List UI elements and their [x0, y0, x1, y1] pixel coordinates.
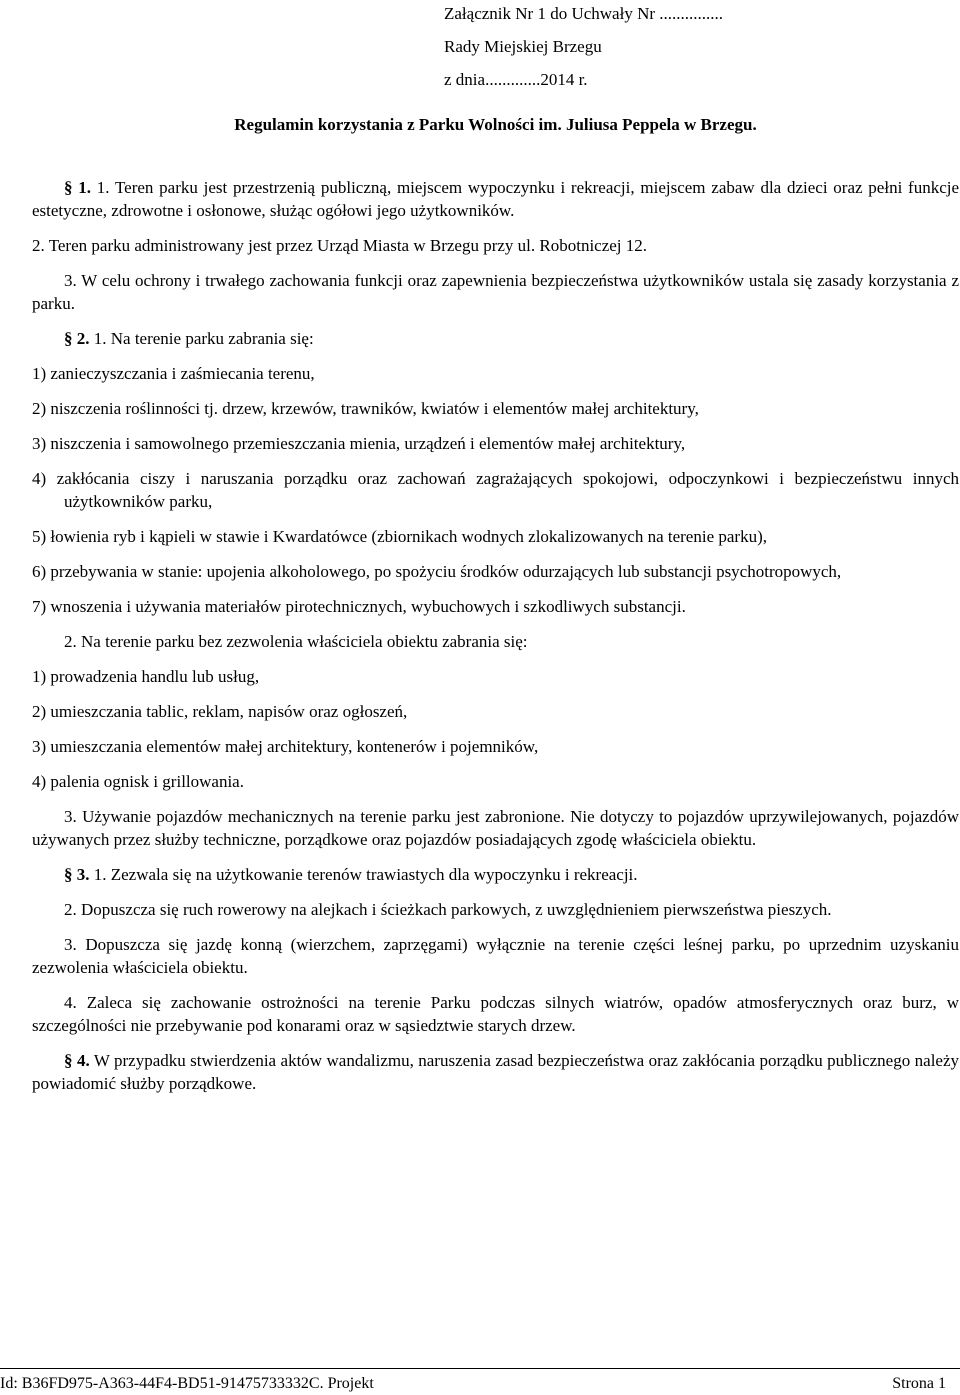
- section-2-number: § 2.: [64, 329, 90, 348]
- list-item: 1) zanieczyszczania i zaśmiecania terenu,: [32, 364, 315, 383]
- section-2-paragraph-3: 3. Używanie pojazdów mechanicznych na terenie parku jest zabronione. Nie dotyczy to pojazdów uprzywilejowanych, pojazdów używanych przez służby techniczne, porządkowe oraz pojazdów posiadających zgodę właściciela obiektu.: [32, 807, 959, 849]
- section-3-paragraph-2: 2. Dopuszcza się ruch rowerowy na alejkach i ścieżkach parkowych, z uwzględnieniem pierwszeństwa pieszych.: [64, 900, 832, 919]
- list-item: 2) umieszczania tablic, reklam, napisów oraz ogłoszeń,: [32, 702, 408, 721]
- section-2-paragraph-1: § 2. 1. Na terenie parku zabrania się:: [64, 329, 314, 348]
- list-item: 6) przebywania w stanie: upojenia alkoholowego, po spożyciu środków odurzających lub substancji psychotropowych,: [32, 562, 842, 581]
- section-3-paragraph-1: § 3. 1. Zezwala się na użytkowanie terenów trawiastych dla wypoczynku i rekreacji.: [64, 865, 638, 884]
- document-title: Regulamin korzystania z Parku Wolności im. Juliusa Peppela w Brzegu.: [234, 115, 757, 134]
- list-item: 4) palenia ognisk i grillowania.: [32, 772, 244, 791]
- section-4-number: § 4.: [64, 1051, 90, 1070]
- attachment-header: [444, 2, 944, 101]
- header-attachment-line: Załącznik Nr 1 do Uchwały Nr ...............: [444, 4, 724, 23]
- page-footer: [0, 1368, 960, 1393]
- list-item: 7) wnoszenia i używania materiałów pirotechnicznych, wybuchowych i szkodliwych substancji.: [32, 597, 686, 616]
- page-number: Strona 1: [892, 1375, 946, 1392]
- list-item: 3) niszczenia i samowolnego przemieszczania mienia, urządzeń i elementów małej architektury,: [32, 434, 686, 453]
- section-1-paragraph-3: 3. W celu ochrony i trwałego zachowania funkcji oraz zapewnienia bezpieczeństwa użytkowników ustala się zasady korzystania z parku.: [32, 271, 959, 313]
- list-item: 2) niszczenia roślinności tj. drzew, krzewów, trawników, kwiatów i elementów małej architektury,: [32, 399, 699, 418]
- section-1-paragraph-1: § 1. 1. Teren parku jest przestrzenią publiczną, miejscem wypoczynku i rekreacji, miejscem zabaw dla dzieci oraz pełni funkcje estetyczne, zdrowotne i osłonowe, służąc ogółowi jego użytkowników.: [32, 178, 960, 220]
- section-2-paragraph-2: 2. Na terenie parku bez zezwolenia właściciela obiektu zabrania się:: [64, 632, 528, 651]
- list-item: 1) prowadzenia handlu lub usług,: [32, 667, 260, 686]
- document-id: Id: B36FD975-A363-44F4-BD51-91475733332C. Projekt: [0, 1375, 374, 1392]
- header-council-line: Rady Miejskiej Brzegu: [444, 37, 602, 56]
- list-item: 4) zakłócania ciszy i naruszania porządku oraz zachowań zagrażających spokojowi, odpoczynkowi i bezpieczeństwu innych użytkowników parku,: [32, 469, 959, 511]
- section-3-number: § 3.: [64, 865, 90, 884]
- section-4-paragraph-1: § 4. W przypadku stwierdzenia aktów wandalizmu, naruszenia zasad bezpieczeństwa oraz zakłócania porządku publicznego należy powiadomić służby porządkowe.: [32, 1051, 960, 1093]
- section-1-paragraph-2: 2. Teren parku administrowany jest przez Urząd Miasta w Brzegu przy ul. Robotniczej 12.: [32, 236, 648, 255]
- list-item: 5) łowienia ryb i kąpieli w stawie i Kwardatówce (zbiornikach wodnych zlokalizowanych na terenie parku),: [32, 527, 767, 546]
- section-1-number: § 1.: [64, 178, 92, 197]
- list-item: 3) umieszczania elementów małej architektury, kontenerów i pojemników,: [32, 737, 539, 756]
- section-3-paragraph-3: 3. Dopuszcza się jazdę konną (wierzchem, zaprzęgami) wyłącznie na terenie części leśnej parku, po uprzednim uzyskaniu zezwolenia właściciela obiektu.: [32, 935, 959, 977]
- header-date-line: z dnia.............2014 r.: [444, 70, 588, 89]
- document-body: [32, 176, 959, 1107]
- section-3-paragraph-4: 4. Zaleca się zachowanie ostrożności na terenie Parku podczas silnych wiatrów, opadów atmosferycznych oraz burz, w szczególności nie przebywanie pod konarami oraz w sąsiedztwie starych drzew.: [32, 993, 959, 1035]
